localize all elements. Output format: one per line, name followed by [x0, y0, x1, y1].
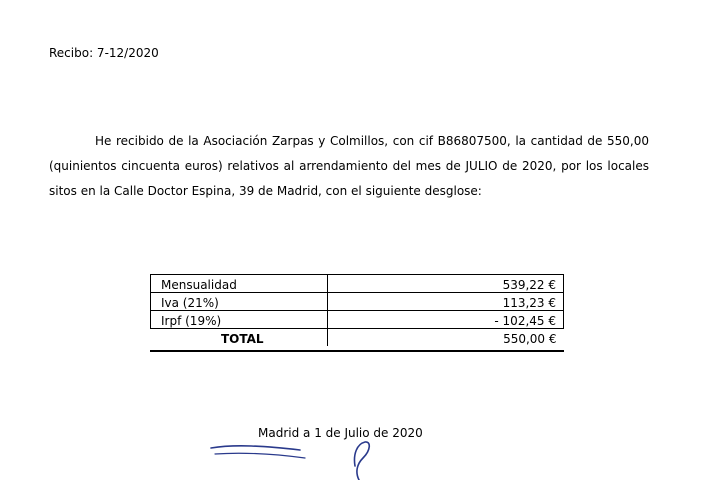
total-underline — [150, 350, 564, 352]
breakdown-table — [150, 274, 564, 346]
table-row — [151, 293, 564, 311]
receipt-number: Recibo: 7-12/2020 — [49, 46, 159, 60]
row-amount: 539,22 € — [328, 275, 564, 293]
row-concept: Iva (21%) — [151, 293, 328, 311]
row-concept: Irpf (19%) — [151, 311, 328, 329]
signature-icon — [205, 436, 385, 480]
table-row — [151, 311, 564, 329]
table-row — [151, 275, 564, 293]
place-date: Madrid a 1 de Julio de 2020 — [258, 426, 423, 440]
row-amount: 113,23 € — [328, 293, 564, 311]
body-paragraph: He recibido de la Asociación Zarpas y Colmillos, con cif B86807500, la cantidad de 550,00 (quinientos cincuenta euros) relativos al arrendamiento del mes de JULIO de 2020, por los locales sitos en la Calle Doctor Espina, 39 de Madrid, con el siguiente desglose: — [49, 134, 649, 198]
row-concept: Mensualidad — [151, 275, 328, 293]
row-amount: - 102,45 € — [328, 311, 564, 329]
total-amount: 550,00 € — [328, 329, 564, 347]
total-row — [151, 329, 564, 347]
total-label: TOTAL — [151, 329, 328, 347]
